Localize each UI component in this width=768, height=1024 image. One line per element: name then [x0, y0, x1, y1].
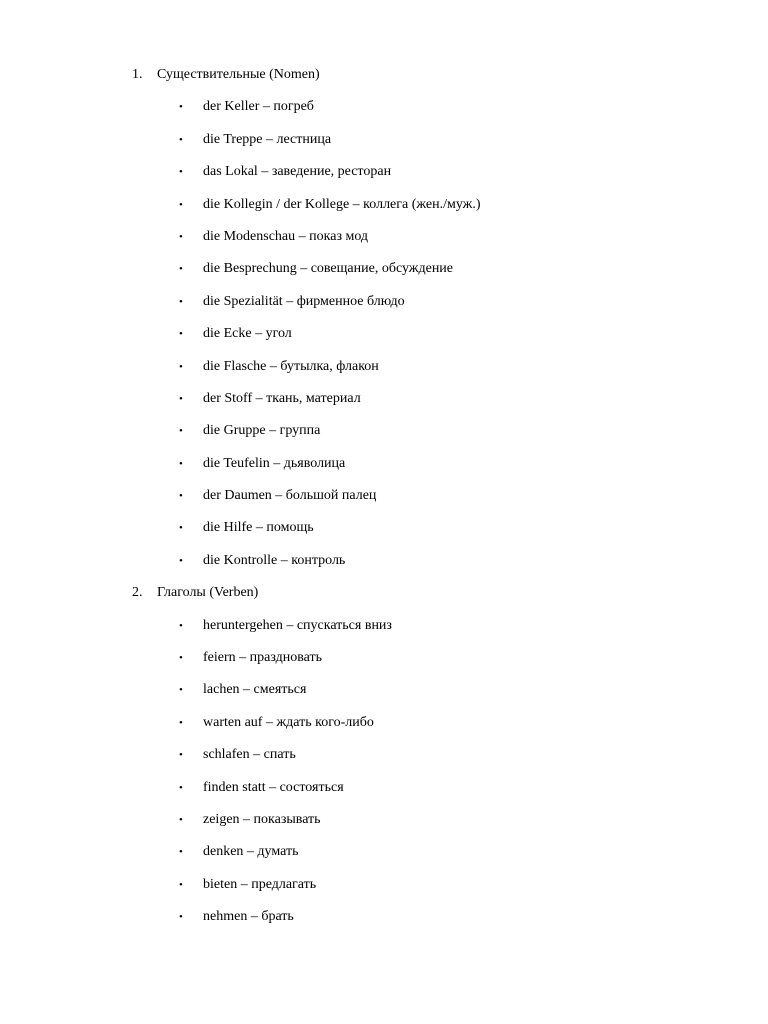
- bullet-icon: •: [179, 490, 183, 503]
- section-title: Глаголы (Verben): [157, 585, 259, 601]
- vocabulary-entry-text: die Kollegin / der Kollege – коллега (жен./муж.): [203, 196, 481, 212]
- bullet-icon: •: [179, 846, 183, 859]
- vocabulary-entry-text: die Ecke – угол: [203, 326, 292, 342]
- vocabulary-entry-text: heruntergehen – спускаться вниз: [203, 617, 392, 633]
- bullet-icon: •: [179, 522, 183, 535]
- vocabulary-entry-text: denken – думать: [203, 844, 299, 860]
- vocabulary-entry-text: zeigen – показывать: [203, 811, 321, 827]
- vocabulary-entry-text: bieten – предлагать: [203, 876, 317, 892]
- section-number: 1.: [132, 67, 143, 82]
- bullet-icon: •: [179, 619, 183, 632]
- vocabulary-entry-text: die Treppe – лестница: [203, 131, 332, 147]
- vocabulary-entry-text: die Besprechung – совещание, обсуждение: [203, 261, 454, 277]
- bullet-icon: •: [179, 101, 183, 114]
- bullet-icon: •: [179, 392, 183, 405]
- vocabulary-entry-text: der Keller – погреб: [203, 99, 314, 115]
- bullet-icon: •: [179, 554, 183, 567]
- vocabulary-entry-text: finden statt – состояться: [203, 779, 344, 795]
- bullet-icon: •: [179, 133, 183, 146]
- bullet-icon: •: [179, 813, 183, 826]
- section-heading: [0, 0, 768, 82]
- vocabulary-entry-text: warten auf – ждать кого-либо: [203, 714, 374, 730]
- section-number: 2.: [132, 585, 143, 601]
- section-title: Существительные (Nomen): [157, 67, 320, 82]
- bullet-icon: •: [179, 328, 183, 341]
- bullet-icon: •: [179, 684, 183, 697]
- bullet-icon: •: [179, 295, 183, 308]
- bullet-icon: •: [179, 652, 183, 665]
- bullet-icon: •: [179, 198, 183, 211]
- bullet-icon: •: [179, 263, 183, 276]
- bullet-icon: •: [179, 425, 183, 438]
- vocabulary-entry-text: die Modenschau – показ мод: [203, 228, 369, 244]
- bullet-icon: •: [179, 911, 183, 924]
- vocabulary-entry-text: nehmen – брать: [203, 909, 294, 925]
- vocabulary-entry-text: lachen – смеяться: [203, 682, 307, 698]
- vocabulary-list: [0, 32, 768, 568]
- bullet-icon: •: [179, 457, 183, 470]
- vocabulary-entry-text: die Flasche – бутылка, флакон: [203, 358, 379, 374]
- bullet-icon: •: [179, 781, 183, 794]
- vocabulary-list: [0, 551, 768, 925]
- vocabulary-entry-text: schlafen – спать: [203, 747, 296, 763]
- bullet-icon: •: [179, 360, 183, 373]
- bullet-icon: •: [179, 716, 183, 729]
- bullet-icon: •: [179, 230, 183, 243]
- bullet-icon: •: [179, 749, 183, 762]
- vocabulary-entry-text: die Kontrolle – контроль: [203, 552, 346, 568]
- vocabulary-entry-text: der Daumen – большой палец: [203, 488, 377, 504]
- section-2: [0, 518, 768, 925]
- vocabulary-entry-text: die Hilfe – помощь: [203, 520, 314, 536]
- bullet-icon: •: [179, 878, 183, 891]
- vocabulary-entry-text: die Gruppe – группа: [203, 423, 321, 439]
- vocabulary-entry-text: die Teufelin – дьяволица: [203, 455, 346, 471]
- vocabulary-entry-text: die Spezialität – фирменное блюдо: [203, 293, 405, 309]
- vocabulary-entry-text: der Stoff – ткань, материал: [203, 390, 361, 406]
- vocabulary-entry-text: feiern – праздновать: [203, 650, 323, 666]
- bullet-icon: •: [179, 166, 183, 179]
- vocabulary-entry-text: das Lokal – заведение, ресторан: [203, 164, 392, 180]
